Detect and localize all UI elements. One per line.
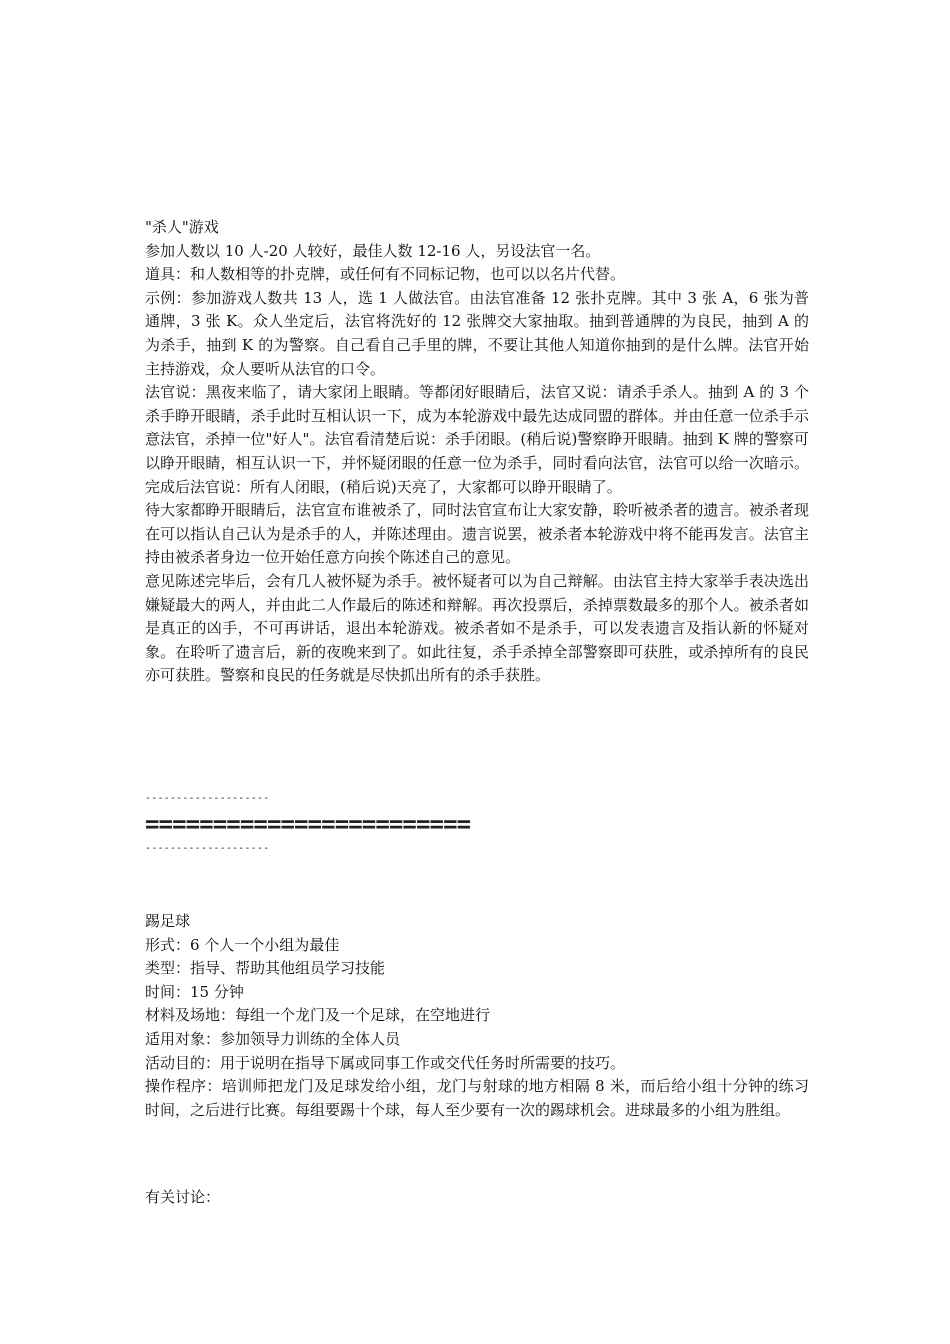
- football-game-purpose: 活动目的：用于说明在指导下属或同事工作或交代任务时所需要的技巧。: [145, 1053, 626, 1072]
- football-game-title: 踢足球: [145, 912, 191, 930]
- separator-equals: ========================: [145, 810, 471, 838]
- football-game-audience: 适用对象：参加领导力训练的全体人员: [145, 1029, 401, 1048]
- football-game-materials: 材料及场地：每组一个龙门及一个足球，在空地进行: [145, 1006, 491, 1025]
- killer-game-title: "杀人"游戏: [145, 218, 219, 236]
- killer-game-night: 法官说：黑夜来临了，请大家闭上眼睛。等都闭好眼睛后，法官又说：请杀手杀人。抽到 A 的 3 个杀手睁开眼睛，杀手此时互相认识一下，成为本轮游戏中最先达成同盟的群体。并由任意一位杀手示意法官，杀掉一位"好人"。法官看清楚后说：杀手闭眼。(稍后说)警察睁开眼睛。抽到 K 牌的警察可以睁开眼睛，相互认识一下，并怀疑闭眼的任意一位为杀手，同时看向法官，法官可以给一次暗示。完成后法官说：所有人闭眼，(稍后说)天亮了，大家都可以睁开眼睛了。: [145, 383, 809, 496]
- killer-game-vote: 意见陈述完毕后，会有几人被怀疑为杀手。被怀疑者可以为自己辩解。由法官主持大家举手表决选出嫌疑最大的两人，并由此二人作最后的陈述和辩解。再次投票后，杀掉票数最多的那个人。被杀者如是真正的凶手，不可再讲话，退出本轮游戏。被杀者如不是杀手，可以发表遗言及指认新的怀疑对象。在聆听了遗言后，新的夜晚来到了。如此往复，杀手杀掉全部警察即可获胜，或杀掉所有的良民亦可获胜。警察和良民的任务就是尽快抓出所有的杀手获胜。: [145, 571, 809, 685]
- football-game-procedure: 操作程序：培训师把龙门及足球发给小组，龙门与射球的地方相隔 8 米，而后给小组十分钟的练习时间，之后进行比赛。每组要踢十个球，每人至少要有一次的踢球机会。进球最多的小组为胜组。: [145, 1077, 809, 1119]
- football-game-format: 形式：6 个人一个小组为最佳: [145, 935, 340, 954]
- killer-game-section: [145, 216, 809, 688]
- killer-game-example: 示例：参加游戏人数共 13 人，选 1 人做法官。由法官准备 12 张扑克牌。其中 3 张 A，6 张为普通牌，3 张 K。众人坐定后，法官将洗好的 12 张牌交大家抽取。抽到普通牌的为良民，抽到 A 的为杀手，抽到 K 的为警察。自己看自己手里的牌，不要让其他人知道你抽到的是什么牌。法官开始主持游戏，众人要听从法官的口令。: [145, 288, 809, 378]
- killer-game-props: 道具：和人数相等的扑克牌，或任何有不同标记物，也可以以名片代替。: [145, 265, 626, 284]
- separator-dashes-top: --------------------: [145, 793, 270, 804]
- killer-game-players: 参加人数以 10 人-20 人较好，最佳人数 12-16 人，另设法官一名。: [145, 241, 601, 260]
- football-game-time: 时间：15 分钟: [145, 982, 244, 1001]
- discussion-heading: 有关讨论：: [145, 1188, 221, 1206]
- football-game-type: 类型：指导、帮助其他组员学习技能: [145, 959, 386, 978]
- football-game-section: [145, 910, 809, 1122]
- killer-game-day: 待大家都睁开眼睛后，法官宣布谁被杀了，同时法官宣布让大家安静，聆听被杀者的遗言。被杀者现在可以指认自己认为是杀手的人，并陈述理由。遗言说罢，被杀者本轮游戏中将不能再发言。法官主持由被杀者身边一位开始任意方向挨个陈述自己的意见。: [145, 501, 809, 567]
- separator-dashes-bottom: --------------------: [145, 843, 270, 854]
